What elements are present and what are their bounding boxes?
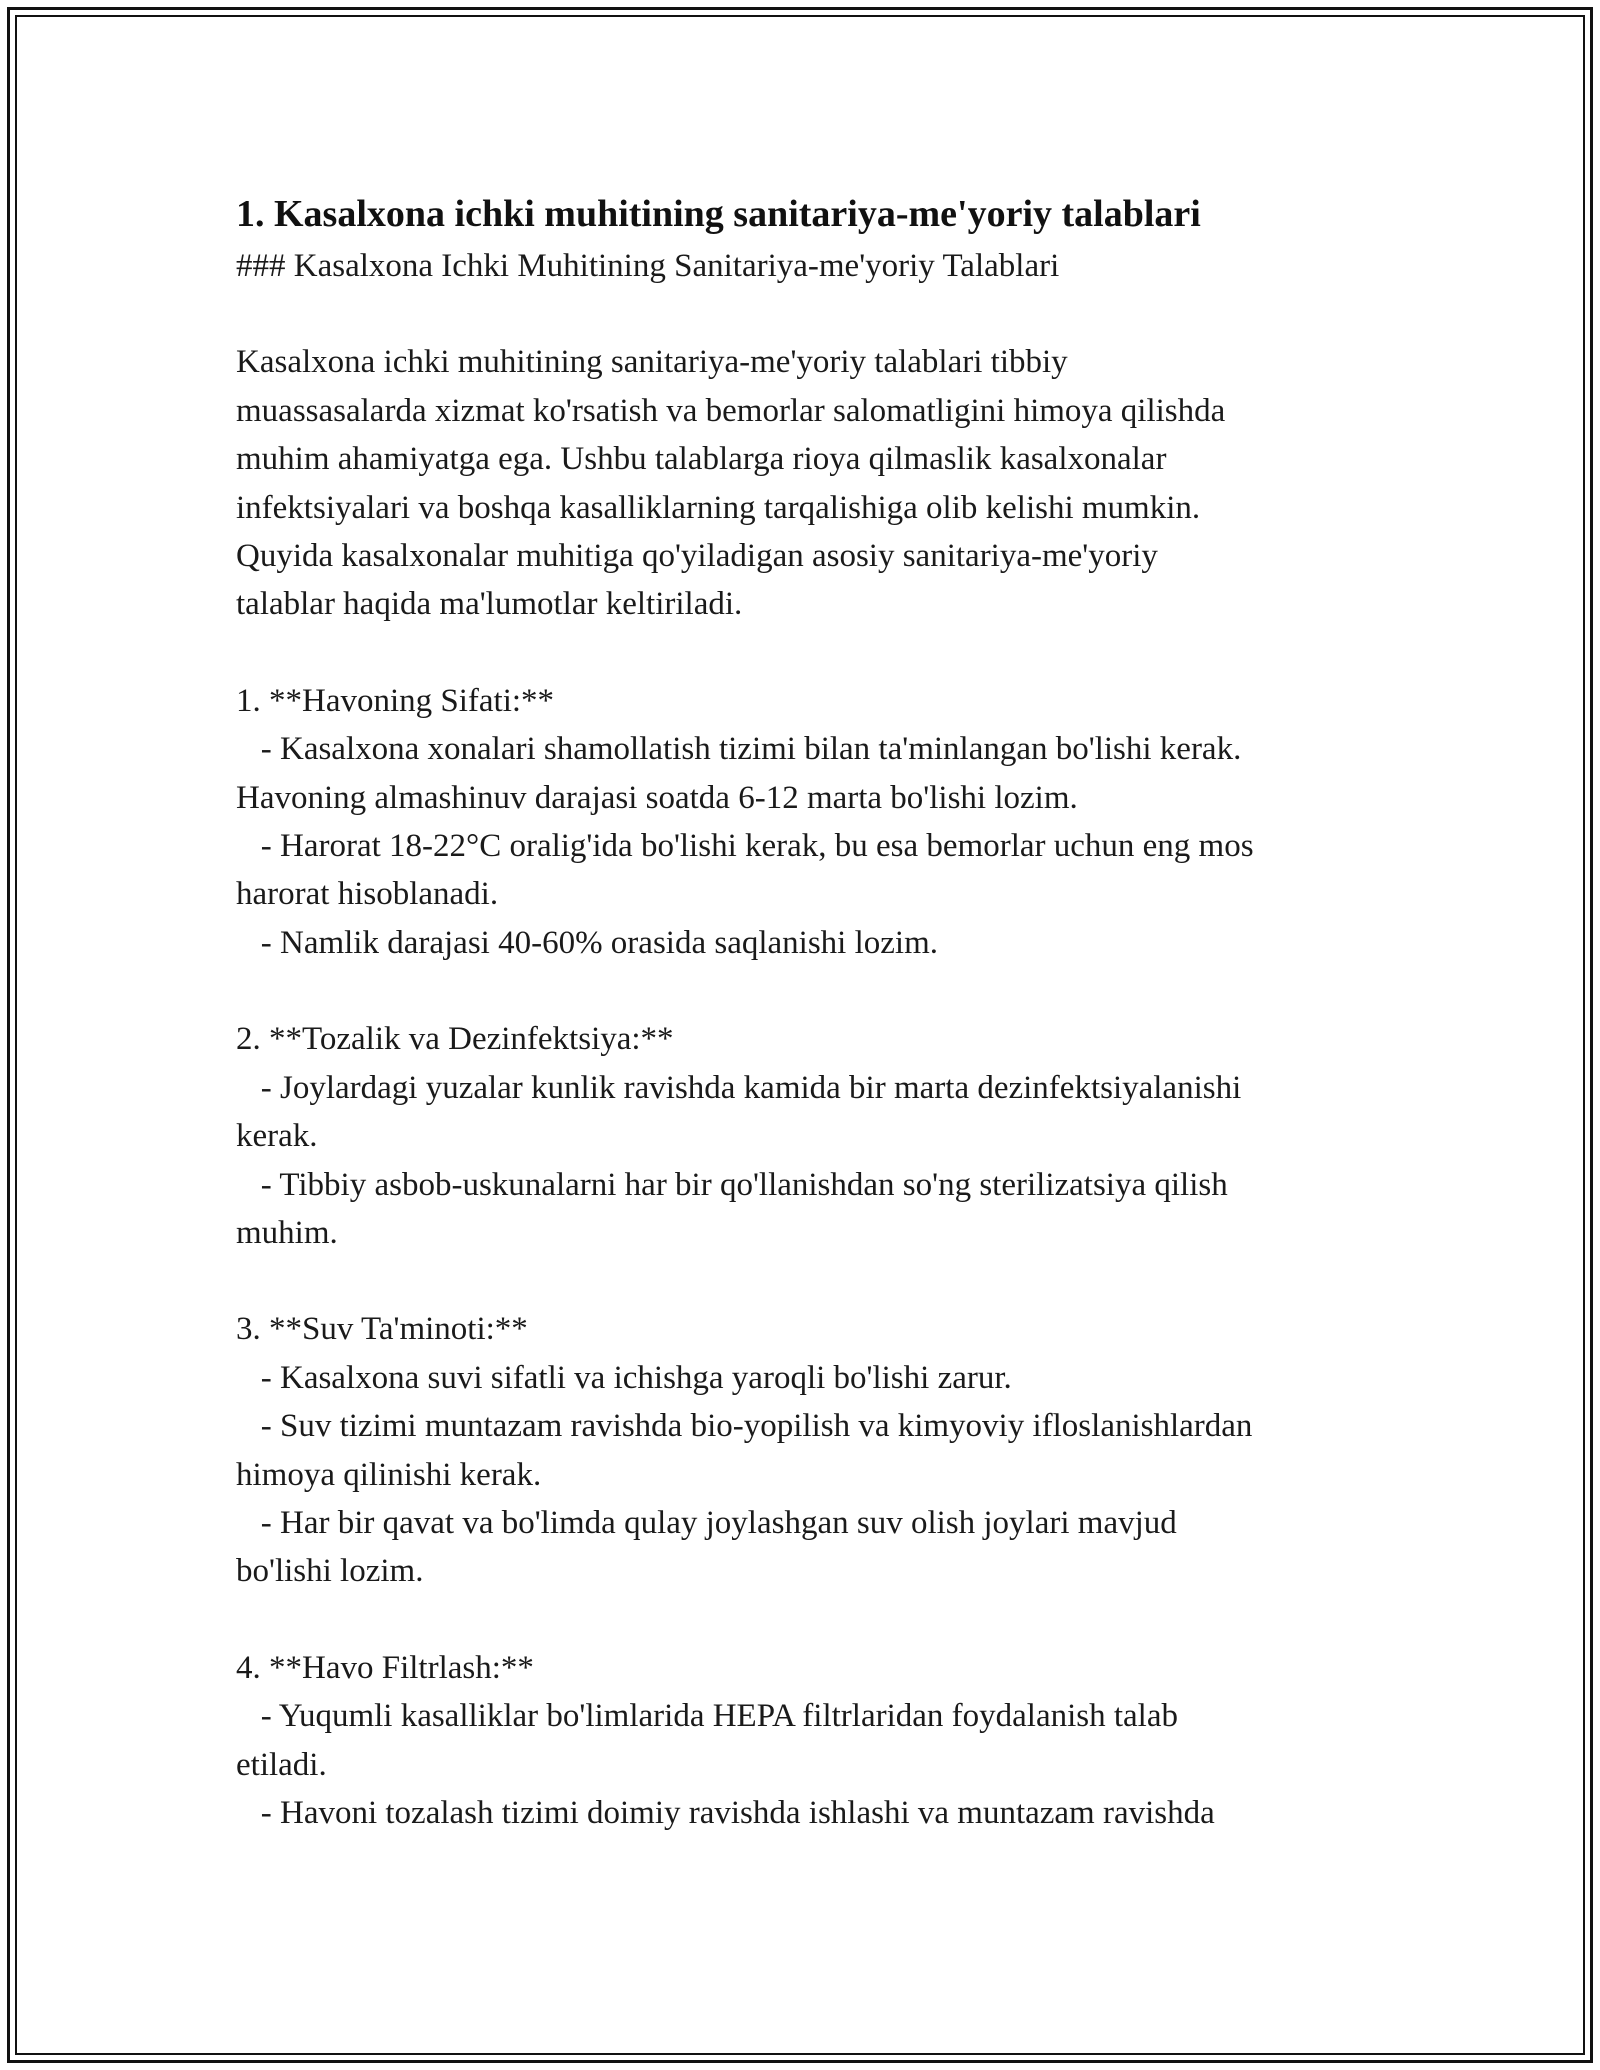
section-line: kerak. [236,1118,318,1155]
section-cleanliness [236,1015,1416,1257]
section-heading: 2. **Tozalik va Dezinfektsiya:** [236,1021,674,1058]
section-line: - Yuqumli kasalliklar bo'limlarida HEPA filtrlaridan foydalanish talab [236,1698,1178,1735]
document-subheading: ### Kasalxona Ichki Muhitining Sanitariya-me'yoriy Talablari [236,248,1060,284]
document-body [236,186,1416,1837]
intro-line: muassasalarda xizmat ko'rsatish va bemorlar salomatligini himoya qilishda [236,392,1226,429]
section-line: muhim. [236,1214,338,1251]
intro-line: Quyida kasalxonalar muhitiga qo'yiladigan asosiy sanitariya-me'yoriy [236,538,1158,575]
section-line: Havoning almashinuv darajasi soatda 6-12 marta bo'lishi lozim. [236,779,1078,816]
intro-paragraph [236,338,1416,628]
section-heading: 1. **Havoning Sifati:** [236,682,555,719]
section-line: bo'lishi lozim. [236,1553,424,1590]
section-line: - Tibbiy asbob-uskunalarni har bir qo'llanishdan so'ng sterilizatsiya qilish [236,1166,1228,1203]
intro-line: talablar haqida ma'lumotlar keltiriladi. [236,586,743,623]
section-line: etiladi. [236,1746,327,1783]
section-line: - Kasalxona suvi sifatli va ichishga yaroqli bo'lishi zarur. [236,1359,1012,1396]
section-air-quality [236,677,1416,967]
section-line: - Joylardagi yuzalar kunlik ravishda kamida bir marta dezinfektsiyalanishi [236,1069,1242,1106]
section-line: - Namlik darajasi 40-60% orasida saqlanishi lozim. [236,924,938,961]
section-heading: 3. **Suv Ta'minoti:** [236,1311,528,1348]
intro-line: infektsiyalari va boshqa kasalliklarning tarqalishiga olib kelishi mumkin. [236,489,1201,526]
section-line: - Havoni tozalash tizimi doimiy ravishda ishlashi va muntazam ravishda [236,1794,1215,1831]
intro-line: muhim ahamiyatga ega. Ushbu talablarga rioya qilmaslik kasalxonalar [236,441,1167,478]
section-line: himoya qilinishi kerak. [236,1456,542,1493]
section-heading: 4. **Havo Filtrlash:** [236,1649,534,1686]
section-line: - Kasalxona xonalari shamollatish tizimi bilan ta'minlangan bo'lishi kerak. [236,731,1242,768]
intro-line: Kasalxona ichki muhitining sanitariya-me'yoriy talablari tibbiy [236,344,1068,381]
section-water-supply [236,1305,1416,1595]
section-line: - Har bir qavat va bo'limda qulay joylashgan suv olish joylari mavjud [236,1504,1177,1541]
section-line: harorat hisoblanadi. [236,876,499,913]
section-air-filtration [236,1644,1416,1838]
document-title: 1. Kasalxona ichki muhitining sanitariya-me'yoriy talablari [236,193,1201,235]
section-line: - Suv tizimi muntazam ravishda bio-yopilish va kimyoviy ifloslanishlardan [236,1408,1253,1445]
section-line: - Harorat 18-22°C oralig'ida bo'lishi kerak, bu esa bemorlar uchun eng mos [236,828,1254,865]
